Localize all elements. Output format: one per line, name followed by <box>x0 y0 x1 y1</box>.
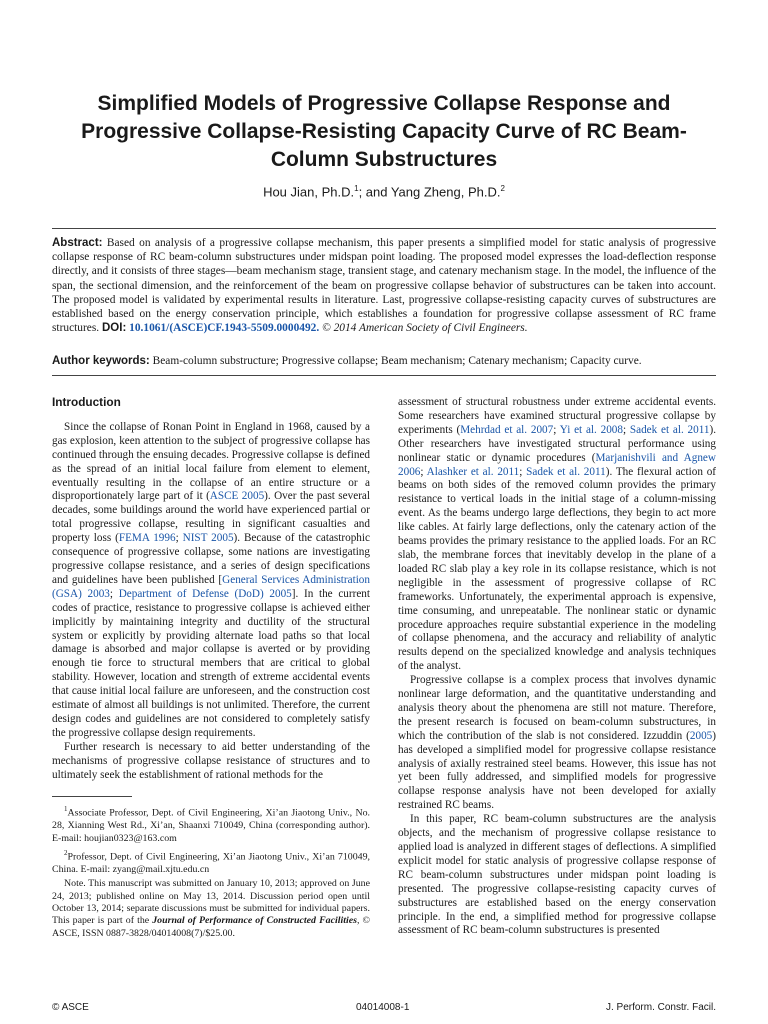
footer-journal: J. Perform. Constr. Facil. <box>605 1002 716 1013</box>
footer-page-id: 04014008-1 <box>356 1002 410 1013</box>
intro-paragraph-1: Since the collapse of Ronan Point in England in 1968, caused by a gas explosion, keen attention to the subject of progressive collapse has continued through the ensuing decades. Progressive collapse is defined as the spread of an initial local failure from element to element, eventually resulting in the collapse of an entire structure or a disproportionately large part of it (ASCE 2005). Over the past several decades, some buildings around the world have experienced partial or total progressive collapse, resulting in significant casualties and property loss (FEMA 1996; NIST 2005). Because of the catastrophic consequence of progressive collapse, some nations are investigating progressive collapse resistance, and a series of design specifications and guidelines have been published [General Services Administration (GSA) 2003; Department of Defense (DoD) 2005]. In the current codes of practice, resistance to progressive collapse is achieved either implicitly by maintaining integrity and ductility of the structural system or explicitly by providing alternate load paths so that local damage is absorbed and major collapse is averted or by providing enough tie force to structural members that are critical to global stability. However, location and strength of extreme accidental events that cause initial local failure are unforeseen, and the construction cost estimate of almost all buildings is not unlimited. Therefore, the current design codes and guidelines are not considered to completely satisfy the progressive collapse design requirements. <box>52 420 370 739</box>
citation-link[interactable]: Alashker et al. 2011 <box>426 465 520 478</box>
copyright-notice: © 2014 American Society of Civil Engineers. <box>322 322 528 335</box>
citation-link[interactable]: NIST 2005 <box>182 532 234 545</box>
keywords-label: Author keywords: <box>52 355 150 367</box>
citation-link[interactable]: Sadek et al. 2011 <box>526 465 606 478</box>
abstract-text: Based on analysis of a progressive collapse mechanism, this paper presents a simplified model for static analysis of progressive collapse response of RC beam-column substructures under midspan point loading. The proposed model expresses the load-deflection response directly, and it consists of three stages—beam mechanism stage, transient stage, and catenary mechanism stage. In the model, the influence of the span, the sectional dimension, and the reinforcement of the beam on progressive collapse behavior of substructures can be taken into account. The proposed model is validated by experimental results in literature. Last, progressive collapse-resisting capacity curves of substructures are established based on the energy conservation principle, which establishes a foundation for progressive collapse assessment of RC frame structures. <box>52 237 716 335</box>
manuscript-note: Note. This manuscript was submitted on January 10, 2013; approved on June 24, 2013; published online on May 13, 2014. Discussion period open until October 13, 2014; separate discussions must be submitted for individual papers. This paper is part of the Journal of Performance of Constructed Facilities, © ASCE, ISSN 0887-3828/04014008(7)/$25.00. <box>52 878 370 939</box>
intro-paragraph-2: Further research is necessary to aid better understanding of the mechanisms of progressive collapse resistance of structures and to ultimately seek the establishment of rational methods for the <box>52 740 370 781</box>
citation-link[interactable]: ASCE 2005 <box>209 490 265 503</box>
section-heading-introduction: Introduction <box>52 395 121 409</box>
citation-link[interactable]: 2005 <box>689 729 713 742</box>
keywords-bottom-rule <box>52 375 716 376</box>
citation-link[interactable]: Sadek et al. 2011 <box>629 423 710 436</box>
abstract-block <box>52 236 716 335</box>
abstract-label: Abstract: <box>52 237 103 249</box>
doi-link[interactable]: 10.1061/(ASCE)CF.1943-5509.0000492. <box>129 322 320 335</box>
author-line <box>60 184 708 199</box>
doi-label: DOI: <box>102 322 127 335</box>
right-paragraph-1: assessment of structural robustness under extreme accidental events. Some researchers have examined structural progressive collapse by experiments (Mehrdad et al. 2007; Yi et al. 2008; Sadek et al. 2011). Other researchers have investigated structural performance using nonlinear static or dynamic procedures (Marjanishvili and Agnew 2006; Alashker et al. 2011; Sadek et al. 2011). The flexural action of beams on both sides of the removed column provides the primary resistance to vertical loads in the initial stage of a column-missing event. As the beams undergo large deflections, they begin to act more like cables. At fairly large deflections, only the catenary action of the beams provides the primary resistance to the applied loads. For an RC slab, the membrane forces that inevitably develop in the plane of a loaded RC slab play a key role in its collapse resistance, which is not negligible in the assessment of progressive collapse of RC frameworks. Unfortunately, the experimental approach is expensive, time consuming, and unrepeatable. The nonlinear static or dynamic procedure approaches require substantial experience in the modeling of collapse phenomena, and the accuracy and reliability of analytic results depend on the specialized knowledge and analysis techniques of the analyst. <box>398 396 717 673</box>
citation-link[interactable]: Marjanishvili and Agnew 2006 <box>398 451 716 478</box>
footnote-2: $^2$Professor, Dept. of Civil Engineering, Xi’an Jiaotong Univ., Xi’an 710049, China. E-mail: zyang@mail.xjtu.edu.cn <box>52 848 370 875</box>
keywords-block <box>52 354 716 368</box>
paper-title: Simplified Models of Progressive Collapse Response and Progressive Collapse-Resisting Capacity Curve of RC Beam-Column Substructures <box>81 92 687 171</box>
abstract-top-rule <box>52 228 716 229</box>
keywords-text: Beam-column substructure; Progressive collapse; Beam mechanism; Catenary mechanism; Capacity curve. <box>152 355 642 367</box>
citation-link[interactable]: General Services Administration (GSA) 2003 <box>52 573 370 600</box>
citation-link[interactable]: FEMA 1996 <box>118 532 176 545</box>
footnote-rule <box>52 796 132 797</box>
right-paragraph-3: In this paper, RC beam-column substructures are the analysis objects, and the mechanism of progressive collapse resistance to applied load is analyzed in different stages of deflections. A simplified explicit model for static analysis of progressive collapse response of RC beam-column substructures under midspan point loading is presented. The progressive collapse-resisting capacity curves of substructures are established based on the energy conservation principle. In the end, a simplified method for progressive collapse assessment of RC beam-column substructures is presented <box>398 813 716 937</box>
footnotes <box>52 803 370 940</box>
author-1: Hou Jian, Ph.D. <box>263 184 355 200</box>
footer-copyright: © ASCE <box>52 1002 89 1013</box>
footnote-1: $^1$Associate Professor, Dept. of Civil Engineering, Xi’an Jiaotong Univ., No. 28, Xianning West Rd., Xi’an, Shaanxi 710049, China (corresponding author). E-mail: houjian0323@163.com <box>52 805 370 844</box>
citation-link[interactable]: Mehrdad et al. 2007 <box>460 423 554 436</box>
citation-link[interactable]: Yi et al. 2008 <box>559 423 623 436</box>
citation-link[interactable]: Department of Defense (DoD) 2005 <box>118 587 292 600</box>
right-paragraph-2: Progressive collapse is a complex process that involves dynamic nonlinear large deformation, and the quantitative understanding and analysis theory about the phenomena are still not mature. Therefore, the present research is focused on beam-column substructures, in which the contribution of the slab is not considered. Izzuddin (2005) has developed a simplified model for progressive collapse resistance analysis of axially restrained steel beams. However, this issue has not yet been fully addressed, and simplified models for progressive collapse response analysis have not been developed for axially restrained RC beams. <box>398 674 716 812</box>
author-2-affil-mark: 2 <box>500 184 505 193</box>
left-column <box>52 396 370 942</box>
author-1-affil-mark: 1 <box>354 184 359 193</box>
journal-name: Journal of Performance of Constructed Facilities <box>152 915 357 927</box>
right-column <box>398 396 716 938</box>
author-separator: ; and Yang Zheng, Ph.D. <box>358 184 501 200</box>
